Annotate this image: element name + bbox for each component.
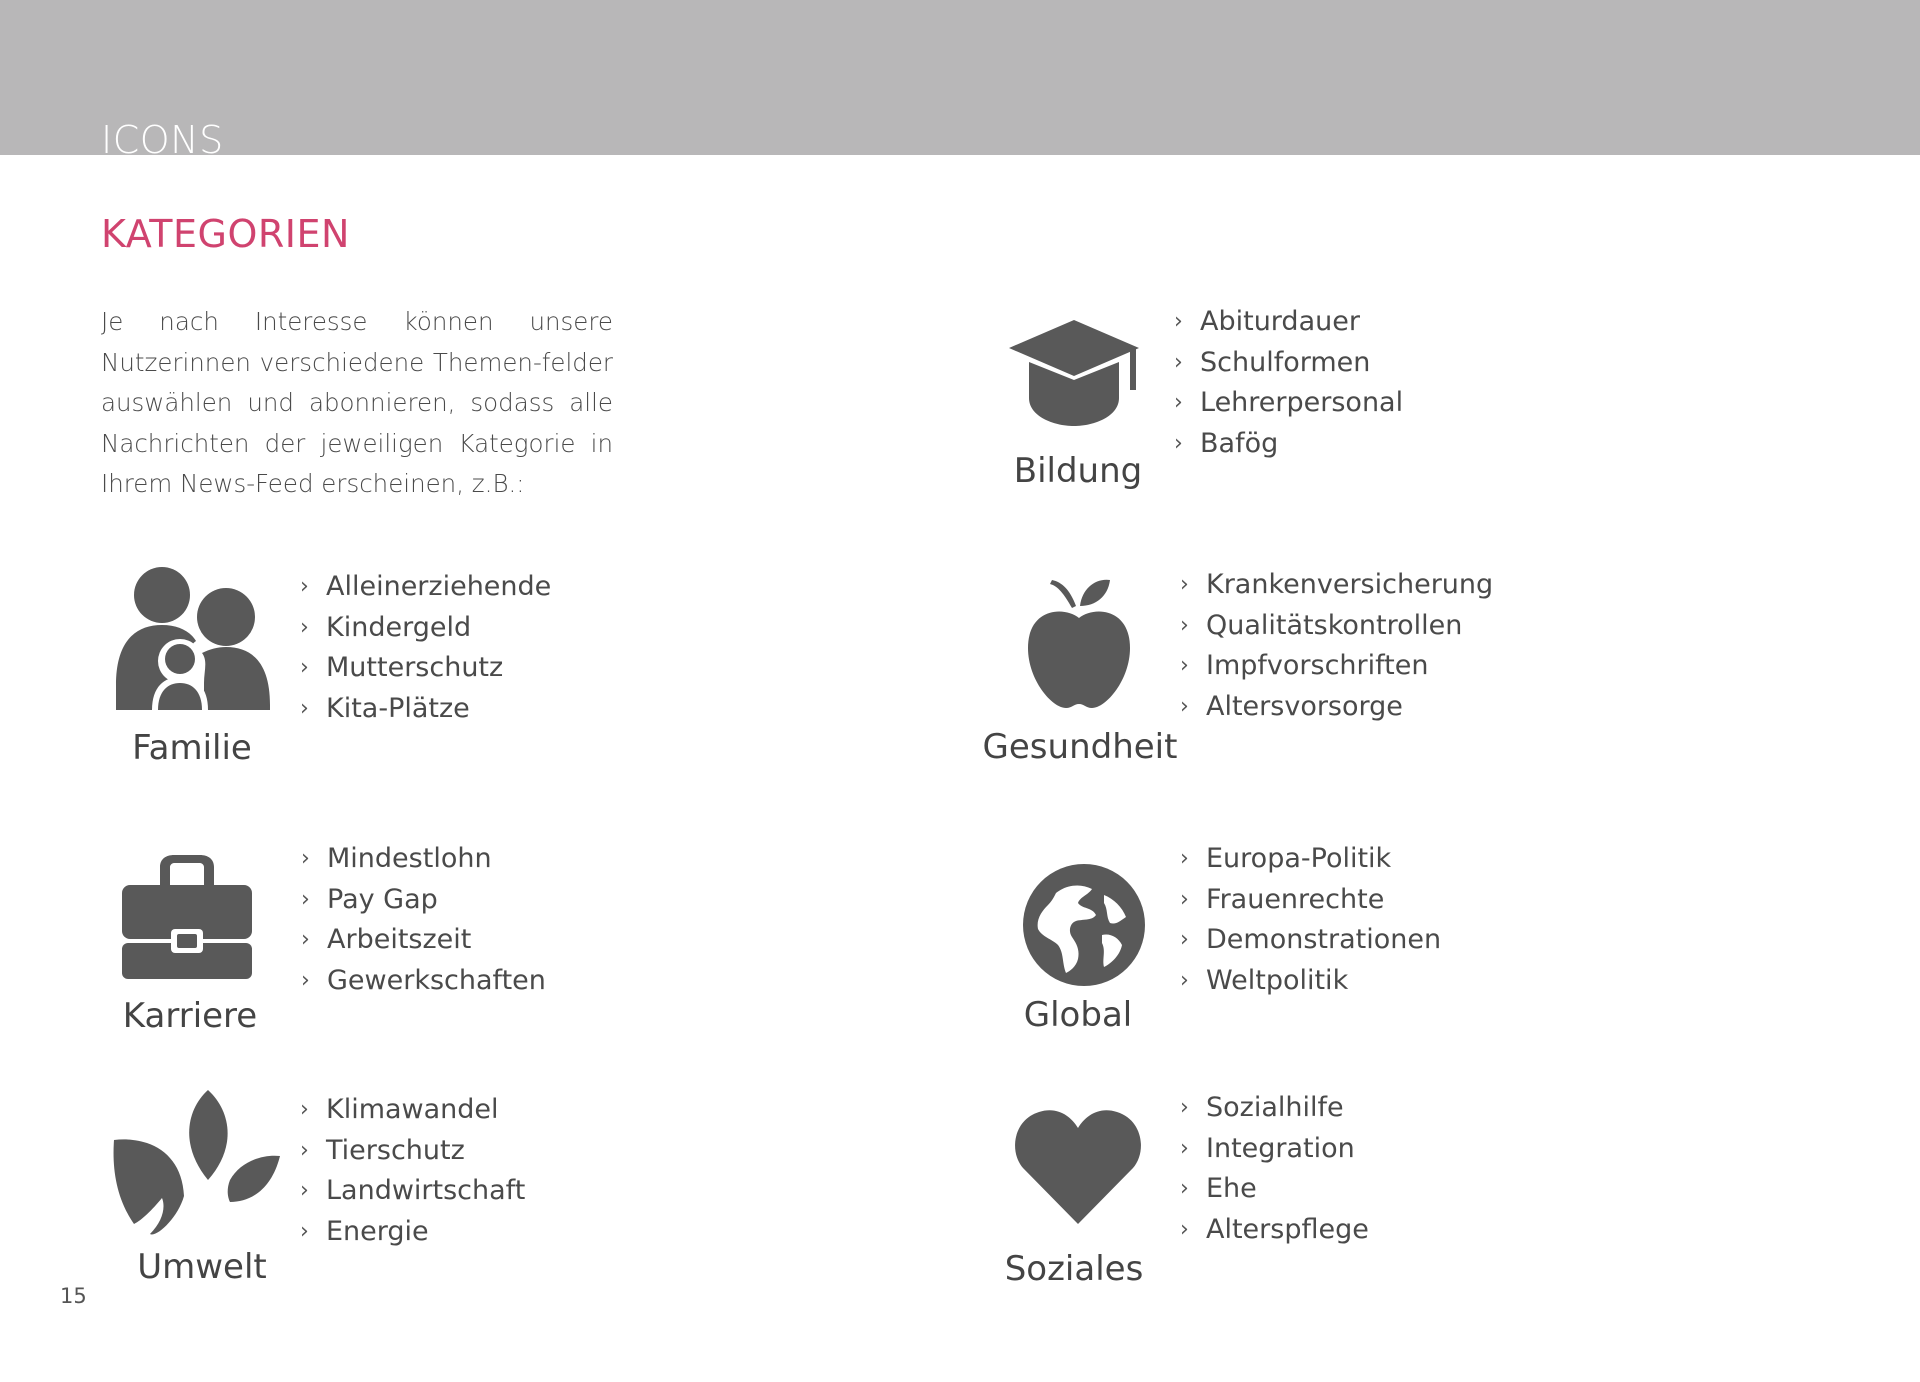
topic-list: [300, 567, 551, 730]
chevron-right-icon: ›: [300, 655, 309, 681]
list-item: › Lehrerpersonal: [1174, 383, 1403, 424]
list-item: › Integration: [1180, 1129, 1369, 1170]
topic-list: [1174, 302, 1403, 465]
category-name: Familie: [132, 728, 252, 768]
chevron-right-icon: ›: [1180, 572, 1189, 597]
list-item: › Altersvorsorge: [1180, 687, 1493, 728]
chevron-right-icon: ›: [1174, 390, 1183, 416]
chevron-right-icon: ›: [1180, 846, 1189, 871]
chevron-right-icon: ›: [1180, 612, 1189, 638]
list-item: › Energie: [300, 1212, 525, 1253]
list-item: › Mutterschutz: [300, 648, 551, 689]
graduation-cap-icon: [1007, 318, 1141, 428]
chevron-right-icon: ›: [300, 574, 309, 599]
list-item: › Weltpolitik: [1180, 961, 1441, 1002]
list-item: › Schulformen: [1174, 343, 1403, 384]
chevron-right-icon: ›: [300, 1097, 309, 1122]
list-item: › Alleinerziehende: [300, 567, 551, 608]
chevron-right-icon: ›: [1180, 968, 1189, 994]
intro-text: Je nach Interesse können unsere Nutzerinnen verschiedene Themen-felder auswählen und abonnieren, sodass alle Nachrichten der jeweiligen Kategorie in Ihrem News-Feed erscheinen, z.B.:: [101, 307, 613, 499]
chevron-right-icon: ›: [1180, 927, 1189, 953]
briefcase-icon: [120, 853, 254, 981]
list-item: › Landwirtschaft: [300, 1171, 525, 1212]
chevron-right-icon: ›: [301, 846, 310, 871]
list-item: › Kita-Plätze: [300, 689, 551, 730]
topic-list: [300, 1090, 525, 1253]
list-item: › Demonstrationen: [1180, 920, 1441, 961]
list-item: › Alterspflege: [1180, 1210, 1369, 1251]
chevron-right-icon: ›: [300, 696, 309, 722]
chevron-right-icon: ›: [1174, 349, 1183, 375]
page-heading: KATEGORIEN: [101, 212, 350, 256]
chevron-right-icon: ›: [1180, 694, 1189, 720]
page-number: 15: [60, 1284, 87, 1308]
apple-icon: [1024, 576, 1134, 710]
list-item: › Ehe: [1180, 1169, 1369, 1210]
list-item: › Klimawandel: [300, 1090, 525, 1131]
chevron-right-icon: ›: [1174, 431, 1183, 457]
chevron-right-icon: ›: [1180, 1176, 1189, 1202]
chevron-right-icon: ›: [300, 1219, 309, 1245]
category-name: Gesundheit: [982, 727, 1178, 767]
list-item: › Qualitätskontrollen: [1180, 606, 1493, 647]
category-name: Global: [1023, 995, 1133, 1035]
chevron-right-icon: ›: [301, 886, 310, 912]
topic-list: [1180, 839, 1441, 1002]
category-name: Umwelt: [137, 1247, 267, 1287]
list-item: › Arbeitszeit: [301, 920, 546, 961]
list-item: › Sozialhilfe: [1180, 1088, 1369, 1129]
chevron-right-icon: ›: [301, 927, 310, 953]
chevron-right-icon: ›: [1180, 1217, 1189, 1243]
category-name: Karriere: [122, 996, 258, 1036]
chevron-right-icon: ›: [1174, 309, 1183, 334]
section-title: ICONS: [101, 118, 224, 155]
leaves-icon: [112, 1088, 282, 1236]
list-item: › Mindestlohn: [301, 839, 546, 880]
list-item: › Tierschutz: [300, 1131, 525, 1172]
heart-icon: [1013, 1108, 1143, 1226]
list-item: › Pay Gap: [301, 880, 546, 921]
chevron-right-icon: ›: [1180, 886, 1189, 912]
category-name: Soziales: [1004, 1249, 1144, 1289]
list-item: › Krankenversicherung: [1180, 565, 1493, 606]
list-item: › Kindergeld: [300, 608, 551, 649]
chevron-right-icon: ›: [300, 1137, 309, 1163]
chevron-right-icon: ›: [1180, 1135, 1189, 1161]
chevron-right-icon: ›: [1180, 653, 1189, 679]
chevron-right-icon: ›: [300, 614, 309, 640]
list-item: › Europa-Politik: [1180, 839, 1441, 880]
category-name: Bildung: [1013, 451, 1143, 491]
topic-list: [1180, 565, 1493, 728]
list-item: › Bafög: [1174, 424, 1403, 465]
list-item: › Impfvorschriften: [1180, 646, 1493, 687]
list-item: › Abiturdauer: [1174, 302, 1403, 343]
topic-list: [1180, 1088, 1369, 1251]
list-item: › Gewerkschaften: [301, 961, 546, 1002]
globe-icon: [1022, 863, 1146, 987]
chevron-right-icon: ›: [1180, 1095, 1189, 1120]
chevron-right-icon: ›: [301, 968, 310, 994]
chevron-right-icon: ›: [300, 1178, 309, 1204]
list-item: › Frauenrechte: [1180, 880, 1441, 921]
family-icon: [112, 565, 274, 710]
header-band: [0, 0, 1920, 155]
topic-list: [301, 839, 546, 1002]
